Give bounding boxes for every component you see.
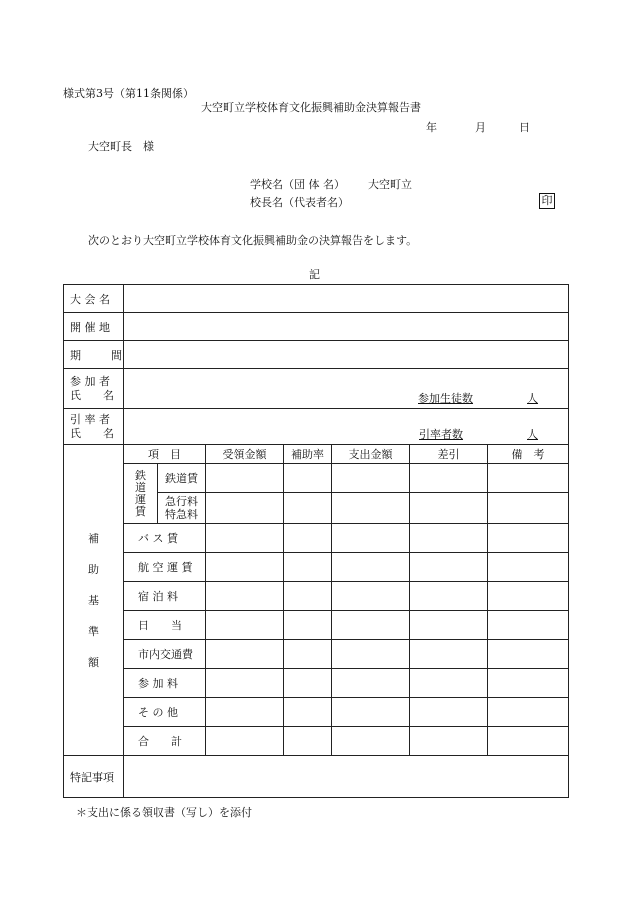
cell[interactable]	[206, 727, 284, 756]
period-label: 期 間	[64, 341, 124, 369]
header-balance: 差引	[410, 445, 488, 464]
period-field[interactable]	[124, 341, 569, 369]
item-row	[64, 524, 569, 553]
header-received: 受領金額	[206, 445, 284, 464]
rail-fare-label: 鉄道賃	[158, 464, 206, 493]
participant-field[interactable]	[124, 369, 569, 409]
cell[interactable]	[206, 464, 284, 493]
date-year: 年	[426, 121, 437, 134]
cell[interactable]	[488, 669, 569, 698]
header-expense: 支出金額	[332, 445, 410, 464]
total-label: 合 計	[124, 727, 206, 756]
participant-unit: 人	[527, 392, 539, 405]
leader-unit: 人	[527, 428, 539, 441]
cell[interactable]	[284, 464, 332, 493]
ki-heading: 記	[309, 268, 320, 281]
subsidy-header-row	[64, 445, 569, 464]
cell[interactable]	[410, 727, 488, 756]
intro-text: 次のとおり大空町立学校体育文化振興補助金の決算報告をします。	[88, 234, 418, 247]
item-row	[64, 582, 569, 611]
cell[interactable]	[410, 611, 488, 640]
cell[interactable]	[332, 727, 410, 756]
cell[interactable]	[410, 493, 488, 524]
cell[interactable]	[488, 553, 569, 582]
header-remarks: 備 考	[488, 445, 569, 464]
cell[interactable]	[206, 669, 284, 698]
cell[interactable]	[206, 698, 284, 727]
rail-group-label: 鉄 道 運 賃	[124, 464, 158, 524]
cell[interactable]	[488, 493, 569, 524]
leader-row	[64, 409, 569, 445]
cell[interactable]	[284, 669, 332, 698]
school-name-value: 大空町立	[368, 178, 412, 191]
item-label: 日 当	[124, 611, 206, 640]
cell[interactable]	[332, 493, 410, 524]
header-rate: 補助率	[284, 445, 332, 464]
special-notes-label: 特記事項	[64, 756, 124, 798]
item-label: 航 空 運 賃	[124, 553, 206, 582]
cell[interactable]	[488, 582, 569, 611]
document-title: 大空町立学校体育文化振興補助金決算報告書	[201, 101, 421, 114]
cell[interactable]	[206, 553, 284, 582]
cell[interactable]	[206, 524, 284, 553]
cell[interactable]	[284, 553, 332, 582]
cell[interactable]	[284, 524, 332, 553]
cell[interactable]	[410, 464, 488, 493]
cell[interactable]	[284, 493, 332, 524]
cell[interactable]	[284, 611, 332, 640]
cell[interactable]	[332, 553, 410, 582]
cell[interactable]	[410, 582, 488, 611]
tournament-row	[64, 285, 569, 313]
cell[interactable]	[410, 524, 488, 553]
cell[interactable]	[332, 669, 410, 698]
cell[interactable]	[488, 640, 569, 669]
cell[interactable]	[284, 582, 332, 611]
cell[interactable]	[410, 669, 488, 698]
participant-label: 参 加 者 氏 名	[64, 369, 124, 409]
item-label: そ の 他	[124, 698, 206, 727]
cell[interactable]	[332, 640, 410, 669]
cell[interactable]	[488, 464, 569, 493]
period-row	[64, 341, 569, 369]
item-label: 参 加 料	[124, 669, 206, 698]
cell[interactable]	[332, 611, 410, 640]
principal-name-label: 校長名（代表者名）	[250, 196, 349, 209]
cell[interactable]	[206, 493, 284, 524]
subsidy-side-label: 補 助 基 準 額	[64, 445, 124, 756]
cell[interactable]	[488, 524, 569, 553]
rail-fare-row	[64, 464, 569, 493]
participant-row	[64, 369, 569, 409]
cell[interactable]	[332, 524, 410, 553]
cell[interactable]	[206, 582, 284, 611]
date-month: 月	[475, 121, 486, 134]
cell[interactable]	[410, 698, 488, 727]
cell[interactable]	[488, 611, 569, 640]
leader-field[interactable]	[124, 409, 569, 445]
item-label: バ ス 賃	[124, 524, 206, 553]
venue-field[interactable]	[124, 313, 569, 341]
leader-count-label: 引率者数	[419, 428, 464, 441]
cell[interactable]	[332, 698, 410, 727]
school-name-label: 学校名（団 体 名）	[250, 178, 345, 191]
cell[interactable]	[332, 464, 410, 493]
cell[interactable]	[488, 727, 569, 756]
cell[interactable]	[488, 698, 569, 727]
cell[interactable]	[206, 640, 284, 669]
form-number: 様式第3号（第11条関係）	[63, 87, 194, 100]
cell[interactable]	[206, 611, 284, 640]
special-notes-row	[64, 756, 569, 798]
leader-label: 引 率 者 氏 名	[64, 409, 124, 445]
item-row	[64, 611, 569, 640]
tournament-field[interactable]	[124, 285, 569, 313]
cell[interactable]	[284, 727, 332, 756]
special-notes-field[interactable]	[124, 756, 569, 798]
item-label: 市内交通費	[124, 640, 206, 669]
item-row	[64, 553, 569, 582]
item-row	[64, 669, 569, 698]
cell[interactable]	[410, 640, 488, 669]
item-row	[64, 698, 569, 727]
cell[interactable]	[284, 698, 332, 727]
item-label: 宿 泊 料	[124, 582, 206, 611]
venue-label: 開 催 地	[64, 313, 124, 341]
total-row	[64, 727, 569, 756]
header-item: 項 目	[124, 445, 206, 464]
express-fare-label: 急行料 特急料	[158, 493, 206, 524]
seal-mark: 印	[539, 193, 555, 209]
venue-row	[64, 313, 569, 341]
footnote: ＊支出に係る領収書（写し）を添付	[76, 806, 252, 819]
tournament-label: 大 会 名	[64, 285, 124, 313]
report-table	[63, 284, 569, 798]
cell[interactable]	[284, 640, 332, 669]
date-day: 日	[519, 121, 530, 134]
item-row	[64, 640, 569, 669]
addressee: 大空町長 様	[88, 140, 154, 153]
participant-count-label: 参加生徒数	[418, 392, 474, 405]
cell[interactable]	[410, 553, 488, 582]
cell[interactable]	[332, 582, 410, 611]
